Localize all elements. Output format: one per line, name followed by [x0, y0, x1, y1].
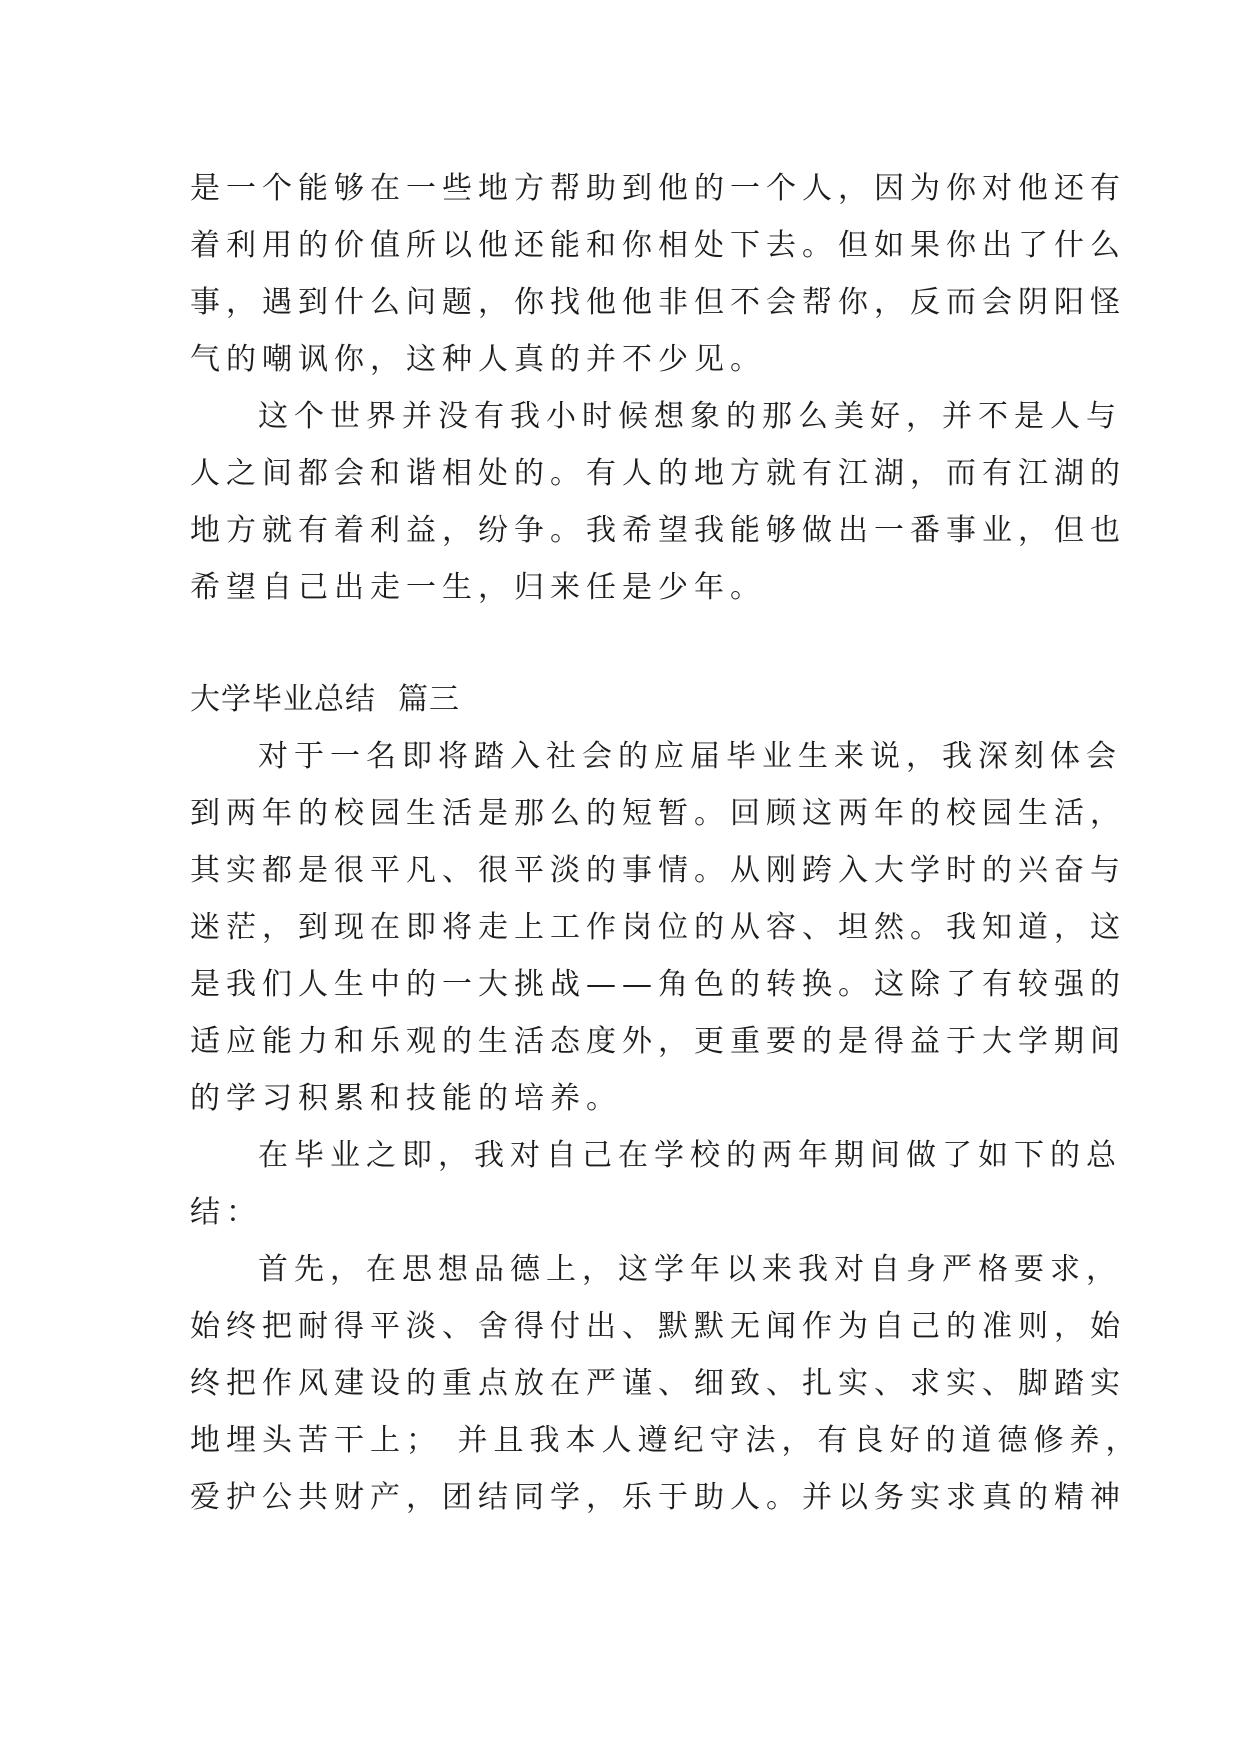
text-line: 的学习积累和技能的培养。	[190, 1081, 622, 1116]
text-line: 迷茫，到现在即将走上工作岗位的从容、坦然。我知道，这	[190, 910, 1126, 945]
text-line: 事，遇到什么问题，你找他他非但不会帮你，反而会阴阳怪	[190, 285, 1126, 320]
section-title: 大学毕业总结	[190, 682, 376, 717]
text-line: 爱护公共财产，团结同学，乐于助人。并以务实求真的精神	[190, 1480, 1126, 1515]
text-line: 首先，在思想品德上，这学年以来我对自身严格要求，	[258, 1252, 1122, 1287]
text-line: 在毕业之即，我对自己在学校的两年期间做了如下的总	[258, 1138, 1122, 1173]
text-line: 始终把耐得平淡、舍得付出、默默无闻作为自己的准则，始	[190, 1309, 1126, 1344]
text-line: 气的嘲讽你，这种人真的并不少见。	[190, 342, 766, 377]
text-line: 地方就有着利益，纷争。我希望我能够做出一番事业，但也	[190, 513, 1126, 548]
paragraph-5	[190, 1241, 1142, 1526]
text-line: 是一个能够在一些地方帮助到他的一个人，因为你对他还有	[190, 171, 1126, 206]
text-line: 是我们人生中的一大挑战——角色的转换。这除了有较强的	[190, 967, 1126, 1002]
text-line: 这个世界并没有我小时候想象的那么美好，并不是人与	[258, 399, 1122, 434]
text-line: 适应能力和乐观的生活态度外，更重要的是得益于大学期间	[190, 1024, 1126, 1059]
text-line: 着利用的价值所以他还能和你相处下去。但如果你出了什么	[190, 228, 1126, 263]
paragraph-1	[190, 160, 1126, 388]
paragraph-4	[190, 1127, 1122, 1241]
text-line: 地埋头苦干上； 并且我本人遵纪守法，有良好的道德修养，	[190, 1423, 1142, 1458]
text-line: 希望自己出走一生，归来任是少年。	[190, 570, 766, 605]
text-line: 人之间都会和谐相处的。有人的地方就有江湖，而有江湖的	[190, 456, 1126, 491]
text-line: 到两年的校园生活是那么的短暂。回顾这两年的校园生活，	[190, 796, 1126, 831]
text-line: 终把作风建设的重点放在严谨、细致、扎实、求实、脚踏实	[190, 1366, 1126, 1401]
text-line: 其实都是很平凡、很平淡的事情。从刚跨入大学时的兴奋与	[190, 853, 1126, 888]
paragraph-3	[190, 728, 1126, 1127]
text-line: 结：	[190, 1195, 262, 1230]
section-part-label: 篇三	[398, 682, 460, 717]
document-body	[190, 160, 1142, 1526]
paragraph-2	[190, 388, 1126, 616]
text-line: 对于一名即将踏入社会的应届毕业生来说，我深刻体会	[258, 739, 1122, 774]
section-heading	[190, 671, 1050, 728]
